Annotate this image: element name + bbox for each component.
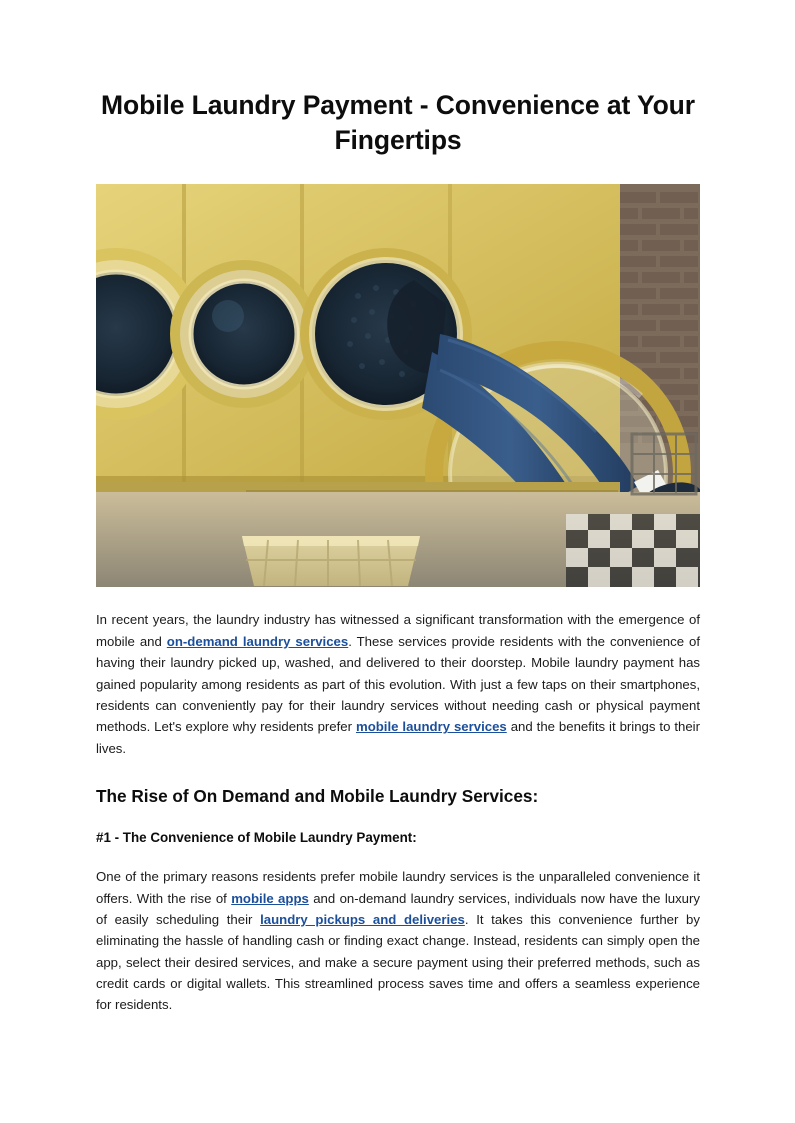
page-title: Mobile Laundry Payment - Convenience at Your Fingertips	[101, 90, 695, 156]
washer-door-second	[170, 260, 318, 408]
intro-text-3: and the benefits it brings to their lives.	[96, 719, 701, 756]
para2-text-1: One of the primary reasons residents prefer mobile laundry services is the unparalleled convenience it offers. With the rise of	[96, 869, 700, 906]
laundromat-photo	[96, 184, 700, 587]
laundry-basket	[242, 536, 420, 586]
section-heading: The Rise of On Demand and Mobile Laundry Services:	[96, 786, 539, 807]
para2-text-2: and on-demand laundry services, individuals now have the luxury of easily scheduling their	[96, 890, 700, 927]
link-mobile-laundry-services[interactable]: mobile laundry services	[355, 719, 507, 735]
body-paragraph-2	[96, 866, 700, 1016]
para2-text-3: . It takes this convenience further by eliminating the hassle of handling cash or finding exact change. Instead, residents can simply open the app, select their desired services, and make a secure payment using their preferred methods, such as credit cards or digital wallets. This streamlined process saves time and offers a seamless experience for residents.	[96, 911, 700, 1013]
bottom-spacer	[96, 1034, 700, 1074]
document-content	[96, 88, 700, 1074]
sub-heading: #1 - The Convenience of Mobile Laundry Payment:	[96, 830, 417, 846]
laundromat-photo-illustration	[96, 184, 700, 587]
intro-paragraph	[96, 609, 700, 759]
link-mobile-apps[interactable]: mobile apps	[231, 890, 309, 906]
link-on-demand-laundry-services[interactable]: on-demand laundry services	[166, 633, 349, 649]
link-laundry-pickups-and-deliveries[interactable]: laundry pickups and deliveries	[260, 911, 465, 927]
intro-text-2: . These services provide residents with the convenience of having their laundry picked up, washed, and delivered to their doorstep. Mobile laundry payment has gained popularity among residents as part of this evolution. With just a few taps on their smartphones, residents can conveniently pay for their laundry services without needing cash or physical payment methods. Let's explore why residents prefer	[96, 633, 700, 735]
intro-text-1: In recent years, the laundry industry has witnessed a significant transformation with the emergence of mobile and	[96, 612, 700, 649]
